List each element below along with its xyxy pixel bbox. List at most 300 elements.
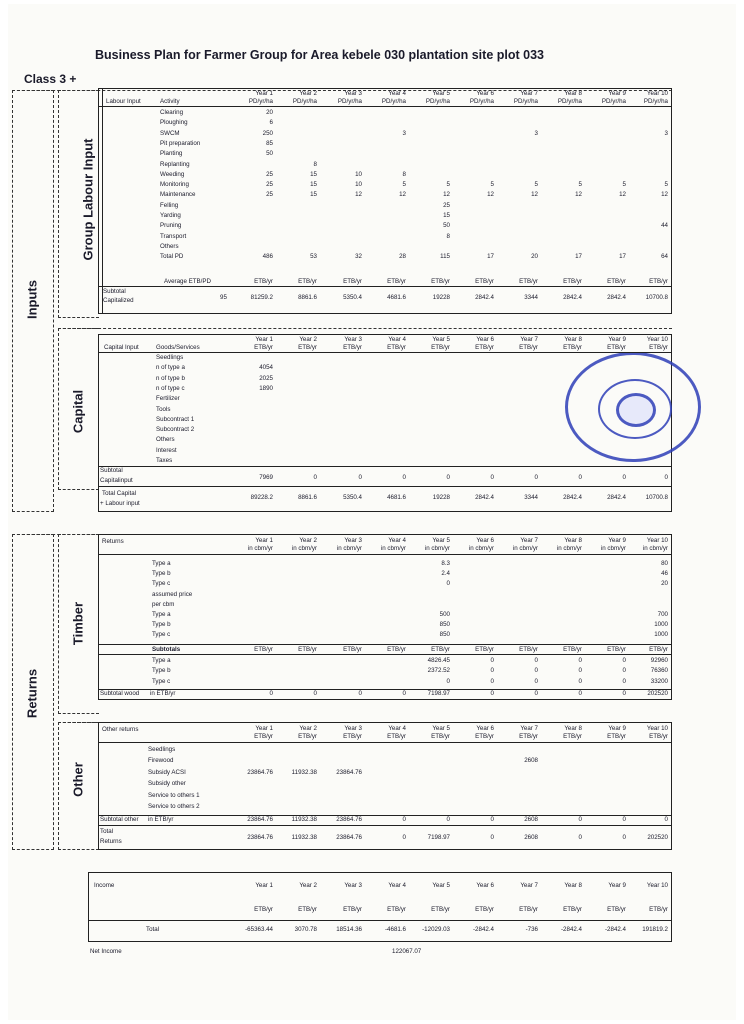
income-total-cell: -736 — [525, 926, 538, 933]
labour-cell: 15 — [310, 170, 317, 178]
income-unit-header: ETB/yr — [298, 906, 317, 913]
total-capital-cell: 8861.6 — [298, 494, 317, 501]
labour-year-header: Year 9 — [608, 90, 626, 97]
capital-unit-header: ETB/yr — [343, 344, 362, 351]
labour-unit-header: PD/yr/ha — [337, 98, 362, 105]
capital-item-label: Tools — [156, 405, 171, 413]
labour-header-rule — [98, 106, 672, 107]
other-year-header: Year 9 — [608, 725, 626, 732]
labour-cell: 85 — [266, 139, 273, 147]
timber-year-header: Year 4 — [388, 537, 406, 544]
other-item-label: Subsidy other — [148, 780, 186, 788]
other-item-label: Service to others 1 — [148, 791, 200, 799]
labour-unit-header: PD/yr/ha — [557, 98, 582, 105]
labour-cell: 8 — [313, 160, 317, 168]
timber-cell-y10: 700 — [657, 611, 668, 618]
avg-etb-label: Average ETB/PD — [164, 278, 212, 285]
labour-unit-header: PD/yr/ha — [469, 98, 494, 105]
labour-subtotal-cell: 3344 — [524, 294, 538, 301]
labour-capitalized-label: Capitalized — [103, 297, 134, 304]
labour-cell: 12 — [619, 191, 626, 199]
labour-subtotal-cell: 2842.4 — [607, 294, 626, 301]
labour-year-header: Year 5 — [432, 90, 450, 97]
timber-cell-y10: 80 — [661, 560, 668, 567]
timber-sub-cell: 0 — [490, 657, 494, 664]
activity-label: Others — [160, 242, 179, 250]
timber-type-label: assumed price — [152, 590, 193, 598]
official-stamp — [565, 352, 701, 462]
timber-cell-y5: 850 — [439, 621, 450, 629]
labour-unit-header: PD/yr/ha — [643, 98, 668, 105]
capital-year-header: Year 3 — [344, 336, 362, 343]
labour-subtotal-cell: 4681.6 — [387, 294, 406, 301]
labour-subtotal-label: Subtotal — [103, 288, 126, 295]
timber-etb-unit: ETB/yr — [607, 646, 626, 653]
labour-unit-header: PD/yr/ha — [601, 98, 626, 105]
income-total-cell: -12029.03 — [422, 926, 450, 933]
total-returns-cell: 11932.38 — [291, 834, 317, 841]
labour-cell: 5 — [446, 181, 450, 189]
labour-col-header: Labour Input — [106, 98, 141, 105]
labour-etb-unit: ETB/yr — [343, 278, 362, 285]
timber-sub-cell: 0 — [534, 667, 538, 675]
activity-label: Clearing — [160, 109, 184, 116]
labour-cell: 28 — [399, 253, 406, 261]
capital-year-header: Year 2 — [299, 336, 317, 343]
total-capital-cell: 19228 — [432, 494, 450, 501]
timber-unit-header: in cbm/yr — [336, 545, 362, 552]
subtotal-other-cell: 0 — [402, 816, 406, 823]
timber-etb-unit: ETB/yr — [431, 646, 450, 653]
labour-cell: 15 — [310, 181, 317, 189]
labour-etb-unit: ETB/yr — [298, 278, 317, 285]
labour-subtotal-cell: 8861.6 — [298, 294, 317, 301]
labour-cell: 15 — [310, 191, 317, 199]
timber-year-header: Year 6 — [476, 537, 494, 544]
subtotal-wood-label: Subtotal wood — [100, 690, 140, 697]
labour-cell: 25 — [443, 201, 450, 209]
timber-year-header: Year 5 — [432, 537, 450, 544]
timber-etb-unit: ETB/yr — [519, 646, 538, 653]
labour-subtotal-cell: 10700.8 — [645, 294, 668, 301]
labour-cell: 17 — [619, 253, 626, 261]
activity-label: Weeding — [160, 170, 185, 178]
other-cell: 11932.38 — [291, 768, 317, 776]
labour-etb-unit: ETB/yr — [563, 278, 582, 285]
other-unit-header: ETB/yr — [519, 733, 538, 740]
income-year-header: Year 6 — [476, 882, 494, 889]
other-item-label: Service to others 2 — [148, 803, 200, 810]
timber-year-header: Year 2 — [299, 537, 317, 544]
subtotal-wood-cell: 202520 — [647, 690, 668, 697]
labour-etb-unit: ETB/yr — [649, 278, 668, 285]
returns-label: Returns — [24, 668, 40, 719]
timber-subtotals-rule — [98, 644, 672, 645]
subtotal-wood-cell: 0 — [402, 690, 406, 697]
timber-cell-y5: 0 — [446, 580, 450, 588]
income-unit-header: ETB/yr — [475, 906, 494, 913]
income-total-cell: -2842.4 — [561, 926, 582, 933]
capital-year-header: Year 7 — [520, 336, 538, 343]
labour-cell: 53 — [310, 253, 317, 261]
other-year-header: Year 1 — [255, 725, 273, 732]
timber-table — [98, 534, 672, 700]
labour-cell: 250 — [262, 129, 273, 137]
capital-year-header: Year 1 — [255, 336, 273, 343]
capital-subtotal-cell: 0 — [664, 474, 668, 481]
capital-cell: 4054 — [259, 364, 273, 372]
labour-subtotal-cell: 81259.2 — [250, 294, 273, 301]
other-year-header: Year 7 — [520, 725, 538, 732]
total-returns-cell: 2608 — [524, 834, 538, 841]
other-year-header: Year 5 — [432, 725, 450, 732]
labour-cell: 10 — [355, 181, 362, 189]
capital-top-dash — [58, 328, 672, 329]
labour-cell: 5 — [664, 181, 668, 189]
timber-unit-header: in cbm/yr — [642, 545, 668, 552]
labour-unit-header: PD/yr/ha — [292, 98, 317, 105]
capital-subtotal-cell: 0 — [446, 474, 450, 481]
timber-cell-y5: 2.4 — [441, 570, 450, 578]
labour-subtotal-cell: 19228 — [432, 294, 450, 301]
labour-cell: 5 — [402, 181, 406, 189]
income-label: Income — [94, 882, 115, 889]
timber-sub-cell: 0 — [490, 667, 494, 675]
capital-subtotal-rule — [98, 466, 672, 467]
other-unit-header: ETB/yr — [563, 733, 582, 740]
labour-year-header: Year 3 — [344, 90, 362, 97]
labour-cell: 20 — [531, 253, 538, 261]
capital-total-rule — [98, 486, 672, 487]
capital-item-label: Interest — [156, 446, 177, 454]
total-returns-cell: 0 — [622, 834, 626, 841]
total-returns-cell: 202520 — [647, 834, 668, 841]
timber-cell-y5: 500 — [439, 611, 450, 618]
labour-year-header: Year 4 — [388, 90, 406, 97]
other-unit-header: ETB/yr — [298, 733, 317, 740]
timber-etb-unit: ETB/yr — [475, 646, 494, 653]
activity-label: Yarding — [160, 212, 181, 219]
capital-year-header: Year 4 — [388, 336, 406, 343]
activity-label: Felling — [160, 201, 179, 209]
timber-cell-y10: 46 — [661, 570, 668, 578]
activity-label: Pit preparation — [160, 139, 201, 147]
total-returns-cell: 7198.97 — [427, 834, 450, 841]
capital-capitalinput-label: Capitalinput — [100, 477, 133, 484]
timber-cell-y5: 850 — [439, 631, 450, 639]
income-table — [88, 872, 672, 942]
capital-unit-header: ETB/yr — [387, 344, 406, 351]
capital-item-label: Subcontract 1 — [156, 415, 195, 423]
timber-etb-unit: ETB/yr — [298, 646, 317, 653]
labour-cell: 25 — [266, 170, 273, 178]
labour-cell: 5 — [578, 181, 582, 189]
capital-cell: 1890 — [259, 384, 273, 392]
labour-cell: 8 — [402, 170, 406, 178]
income-unit-header: ETB/yr — [343, 906, 362, 913]
income-year-header: Year 2 — [299, 882, 317, 889]
other-cell: 2608 — [524, 757, 538, 765]
income-unit-header: ETB/yr — [254, 906, 273, 913]
capital-subtotal-label: Subtotal — [100, 467, 123, 474]
timber-year-header: Year 3 — [344, 537, 362, 544]
labour-unit-header: PD/yr/ha — [513, 98, 538, 105]
labour-cell: 486 — [262, 253, 273, 261]
income-year-header: Year 1 — [255, 882, 273, 889]
page-title: Business Plan for Farmer Group for Area kebele 030 plantation site plot 033 — [95, 48, 544, 62]
timber-cell-y10: 20 — [661, 580, 668, 588]
total-returns-cell: 0 — [578, 834, 582, 841]
income-year-header: Year 10 — [646, 882, 668, 889]
capital-unit-header: ETB/yr — [649, 344, 668, 351]
activity-label: Maintenance — [160, 191, 196, 199]
timber-sub-cell: 0 — [534, 657, 538, 664]
timber-etb-unit: ETB/yr — [343, 646, 362, 653]
capital-unit-header: ETB/yr — [519, 344, 538, 351]
activity-col-header: Activity — [160, 98, 180, 105]
labour-cell: 50 — [443, 222, 450, 230]
other-unit-header: ETB/yr — [475, 733, 494, 740]
subtotal-wood-cell: 0 — [534, 690, 538, 697]
total-returns-cell: 0 — [402, 834, 406, 841]
activity-label: Replanting — [160, 160, 190, 168]
labour-unit-header: PD/yr/ha — [248, 98, 273, 105]
labour-cell: 20 — [266, 109, 273, 116]
labour-cell: 12 — [355, 191, 362, 199]
timber-etb-unit: ETB/yr — [649, 646, 668, 653]
income-total-cell: 3070.78 — [294, 926, 317, 933]
other-item-label: Subsidy ACSI — [148, 768, 186, 776]
capital-subtotal-cell: 7969 — [259, 474, 273, 481]
total-returns-label-1: Total — [100, 828, 114, 835]
capital-year-header: Year 9 — [608, 336, 626, 343]
labour-cell: 10 — [355, 170, 362, 178]
capital-item-label: n of type b — [156, 374, 185, 382]
timber-label: Timber — [70, 601, 86, 646]
subtotal-other-cell: 0 — [446, 816, 450, 823]
timber-type-label: per cbm — [152, 600, 175, 608]
timber-sub-rule — [98, 654, 672, 655]
total-capital-cell: 4681.6 — [387, 494, 406, 501]
net-income-value: 122067.07 — [392, 948, 422, 955]
timber-type-label: Type b — [152, 570, 171, 578]
labour-cell: 6 — [269, 119, 273, 127]
inputs-label: Inputs — [24, 280, 40, 319]
capital-item-label: Fertilizer — [156, 395, 180, 403]
other-unit-header: ETB/yr — [431, 733, 450, 740]
activity-label: SWCM — [160, 129, 180, 137]
other-year-header: Year 8 — [564, 725, 582, 732]
timber-subtotals-label: Subtotals — [152, 646, 181, 653]
labour-cell: 12 — [531, 191, 538, 199]
labour-year-header: Year 6 — [476, 90, 494, 97]
capital-item-label: n of type a — [156, 364, 185, 372]
other-unit-header: ETB/yr — [254, 733, 273, 740]
income-year-header: Year 8 — [564, 882, 582, 889]
capital-year-header: Year 8 — [564, 336, 582, 343]
timber-header-rule — [98, 554, 672, 555]
capital-item-label: Seedlings — [156, 354, 184, 361]
labour-subtotal-rule — [98, 286, 672, 287]
labour-cell: 12 — [661, 191, 668, 199]
labour-etb-unit: ETB/yr — [475, 278, 494, 285]
timber-sub-cell: 76360 — [650, 667, 668, 675]
total-capital-cell: 5350.4 — [343, 494, 362, 501]
goods-col-header: Goods/Services — [156, 344, 200, 351]
capital-item-label: Others — [156, 436, 175, 444]
labour-cell: 17 — [487, 253, 494, 261]
capital-item-label: Subcontract 2 — [156, 426, 195, 434]
other-year-header: Year 3 — [344, 725, 362, 732]
class-label: Class 3 + — [24, 72, 77, 86]
labour-cell: 64 — [661, 253, 668, 261]
labour-subtotal-cell: 2842.4 — [475, 294, 494, 301]
other-year-header: Year 10 — [646, 725, 668, 732]
timber-sub-cell: 0 — [578, 657, 582, 664]
income-year-header: Year 5 — [432, 882, 450, 889]
capital-subtotal-cell: 0 — [402, 474, 406, 481]
subtotal-other-cell: 0 — [578, 816, 582, 823]
capital-year-header: Year 10 — [646, 336, 668, 343]
timber-wood-rule — [98, 689, 672, 690]
labour-cell: 32 — [355, 253, 362, 261]
capital-subtotal-cell: 0 — [578, 474, 582, 481]
timber-sub-cell: 92960 — [650, 657, 668, 664]
capital-unit-header: ETB/yr — [475, 344, 494, 351]
labour-input-label: + Labour input — [100, 500, 140, 507]
labour-cell: 3 — [534, 129, 538, 137]
timber-type-label: Type b — [152, 621, 171, 629]
labour-cell: 5 — [534, 181, 538, 189]
subtotal-other-cell: 23864.76 — [247, 816, 273, 823]
subtotal-other-cell: 2608 — [524, 816, 538, 823]
activity-label: Pruning — [160, 222, 182, 230]
labour-cell: 8 — [446, 232, 450, 240]
labour-year-header: Year 10 — [646, 90, 668, 97]
timber-etb-unit: ETB/yr — [563, 646, 582, 653]
income-unit-header: ETB/yr — [563, 906, 582, 913]
other-unit-header: ETB/yr — [343, 733, 362, 740]
other-year-header: Year 4 — [388, 725, 406, 732]
timber-year-header: Year 9 — [608, 537, 626, 544]
labour-cell: 25 — [266, 181, 273, 189]
subtotal-wood-cell: 7198.97 — [427, 690, 450, 697]
total-capital-cell: 10700.8 — [645, 494, 668, 501]
timber-unit-header: in cbm/yr — [424, 545, 450, 552]
subtotal-other-cell: 0 — [664, 816, 668, 823]
labour-cell: 12 — [399, 191, 406, 199]
timber-unit-header: in cbm/yr — [600, 545, 626, 552]
labour-cell: 25 — [266, 191, 273, 199]
subtotal-wood-cell: 0 — [358, 690, 362, 697]
labour-cell: 44 — [661, 222, 668, 230]
income-total-rule — [88, 920, 672, 921]
income-year-header: Year 4 — [388, 882, 406, 889]
activity-label: Transport — [160, 232, 187, 240]
subtotal-other-cell: 11932.38 — [291, 816, 317, 823]
other-header-rule — [98, 742, 672, 743]
subtotal-wood-cell: 0 — [269, 690, 273, 697]
capital-unit-header: ETB/yr — [431, 344, 450, 351]
timber-sub-cell: 2372.52 — [427, 667, 450, 675]
labour-label: Group Labour Input — [80, 138, 96, 261]
capital-subtotal-cell: 0 — [534, 474, 538, 481]
activity-label: Ploughing — [160, 119, 188, 127]
subtotal-other-cell: 0 — [622, 816, 626, 823]
capital-header-rule — [98, 352, 672, 353]
other-year-header: Year 2 — [299, 725, 317, 732]
labour-cell: 3 — [664, 129, 668, 137]
income-total-cell: -65363.44 — [245, 926, 273, 933]
income-total-cell: 18514.36 — [336, 926, 362, 933]
other-unit-header: ETB/yr — [387, 733, 406, 740]
subtotal-other-cell: 0 — [490, 816, 494, 823]
capital-item-label: n of type c — [156, 384, 185, 392]
timber-sub-label: Type b — [152, 667, 171, 675]
subtotal-other-label: Subtotal other — [100, 816, 139, 823]
total-returns-cell: 0 — [490, 834, 494, 841]
capital-unit-header: ETB/yr — [607, 344, 626, 351]
labour-etb-unit: ETB/yr — [431, 278, 450, 285]
labour-subtotal-cell: 2842.4 — [563, 294, 582, 301]
other-total-rule — [98, 825, 672, 826]
subtotal-other-unit: in ETB/yr — [148, 816, 174, 823]
activity-label: Total PD — [160, 253, 184, 261]
labour-etb-unit: ETB/yr — [607, 278, 626, 285]
timber-cell-y10: 1000 — [654, 621, 668, 629]
capital-subtotal-cell: 0 — [490, 474, 494, 481]
income-total-cell: -2842.4 — [605, 926, 626, 933]
timber-sub-cell: 0 — [578, 677, 582, 685]
timber-type-label: Type c — [152, 631, 171, 639]
timber-type-label: Type a — [152, 611, 171, 618]
income-unit-header: ETB/yr — [649, 906, 668, 913]
total-returns-cell: 23864.76 — [336, 834, 362, 841]
other-item-label: Seedlings — [148, 746, 176, 753]
subtotal-other-cell: 23864.76 — [336, 816, 362, 823]
labour-unit-header: PD/yr/ha — [381, 98, 406, 105]
income-unit-header: ETB/yr — [387, 906, 406, 913]
timber-sub-cell: 0 — [622, 677, 626, 685]
timber-sub-label: Type c — [152, 677, 171, 685]
capital-year-header: Year 6 — [476, 336, 494, 343]
income-year-header: Year 7 — [520, 882, 538, 889]
capital-item-label: Taxes — [156, 457, 173, 464]
total-capital-label: Total Capital — [102, 490, 137, 497]
total-returns-label-2: Returns — [100, 838, 122, 845]
other-unit-header: ETB/yr — [607, 733, 626, 740]
labour-year-header: Year 2 — [299, 90, 317, 97]
capital-subtotal-cell: 0 — [313, 474, 317, 481]
other-item-label: Firewood — [148, 757, 174, 765]
timber-unit-header: in cbm/yr — [247, 545, 273, 552]
timber-sub-cell: 0 — [622, 657, 626, 664]
timber-sub-cell: 0 — [622, 667, 626, 675]
returns-col-header: Returns — [102, 538, 124, 545]
timber-unit-header: in cbm/yr — [291, 545, 317, 552]
subtotal-wood-cell: 0 — [578, 690, 582, 697]
total-capital-cell: 2842.4 — [563, 494, 582, 501]
timber-etb-unit: ETB/yr — [387, 646, 406, 653]
capital-col-header: Capital Input — [104, 344, 139, 351]
capital-subtotal-cell: 0 — [358, 474, 362, 481]
labour-label-divider — [102, 88, 103, 314]
timber-sub-cell: 0 — [578, 667, 582, 675]
other-unit-header: ETB/yr — [649, 733, 668, 740]
total-capital-cell: 2842.4 — [475, 494, 494, 501]
subtotal-wood-cell: 0 — [313, 690, 317, 697]
timber-etb-unit: ETB/yr — [254, 646, 273, 653]
